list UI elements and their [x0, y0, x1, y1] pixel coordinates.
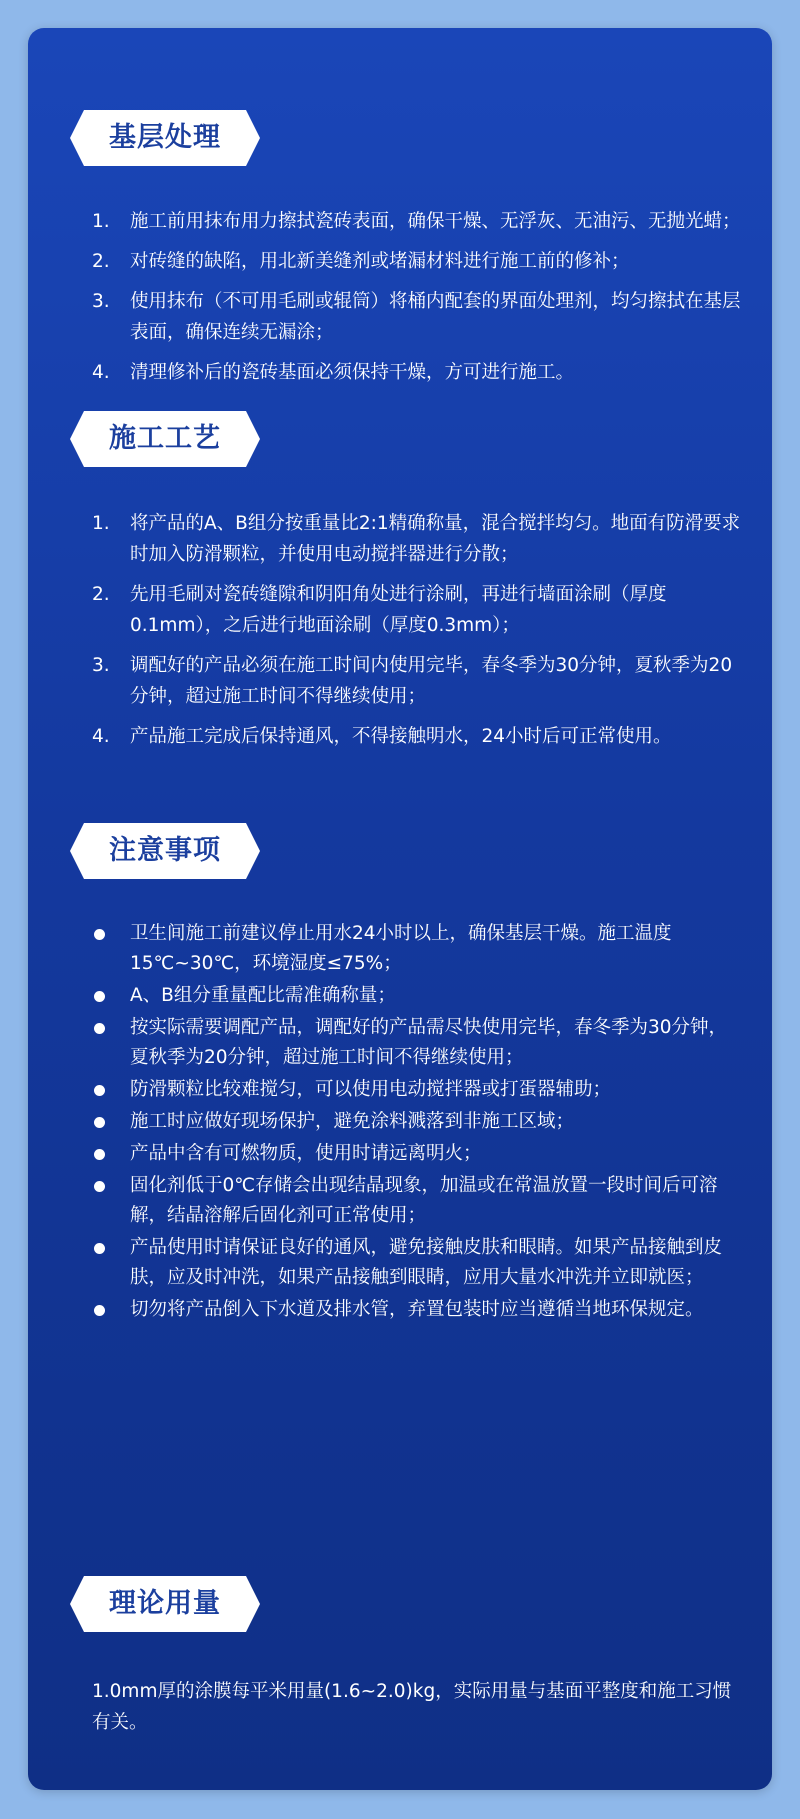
list-item-text: 产品中含有可燃物质，使用时请远离明火；: [130, 1143, 482, 1164]
list-item: [92, 246, 742, 277]
list-item: [92, 1139, 742, 1169]
section-title: 施工工艺: [109, 423, 221, 454]
list-number: 3.: [92, 655, 110, 676]
list-item: [92, 206, 742, 237]
section-title-badge: [70, 110, 260, 166]
bullet-dot: [94, 1305, 105, 1316]
list-item-text: 使用抹布（不可用毛刷或辊筒）将桶内配套的界面处理剂，均匀擦拭在基层表面，确保连续无漏涂；: [130, 291, 741, 343]
list-item-text: 调配好的产品必须在施工时间内使用完毕，春冬季为30分钟，夏秋季为20分钟，超过施工时间不得继续使用；: [130, 655, 733, 707]
list-item: [92, 1295, 742, 1325]
list-item-text: 产品使用时请保证良好的通风，避免接触皮肤和眼睛。如果产品接触到皮肤，应及时冲洗，如果产品接触到眼睛，应用大量水冲洗并立即就医；: [130, 1237, 723, 1288]
bullet-list: [92, 919, 742, 1325]
list-number: 1.: [92, 513, 110, 534]
section-title: 基层处理: [109, 122, 221, 153]
list-number: 4.: [92, 726, 110, 747]
numbered-list: [92, 508, 742, 752]
list-item-text: 清理修补后的瓷砖基面必须保持干燥，方可进行施工。: [130, 362, 575, 383]
list-item-text: 切勿将产品倒入下水道及排水管，弃置包装时应当遵循当地环保规定。: [130, 1299, 704, 1320]
list-item-text: A、B组分重量配比需准确称量；: [130, 985, 396, 1006]
list-number: 4.: [92, 362, 110, 383]
section-title: 注意事项: [109, 835, 221, 866]
section-title-badge: [70, 823, 260, 879]
list-item-text: 产品施工完成后保持通风，不得接触明水，24小时后可正常使用。: [130, 726, 672, 747]
bullet-dot: [94, 1243, 105, 1254]
list-item: [92, 981, 742, 1011]
list-item: [92, 1171, 742, 1231]
content-card: [28, 28, 772, 1790]
list-number: 3.: [92, 291, 110, 312]
list-item-text: 按实际需要调配产品，调配好的产品需尽快使用完毕，春冬季为30分钟，夏秋季为20分钟，超过施工时间不得继续使用；: [130, 1017, 728, 1068]
section-title-badge: [70, 1576, 260, 1632]
list-item: [92, 650, 742, 712]
list-item-text: 将产品的A、B组分按重量比2:1精确称量，混合搅拌均匀。地面有防滑要求时加入防滑颗粒，并使用电动搅拌器进行分散；: [130, 513, 741, 565]
consumption-text: 1.0mm厚的涂膜每平米用量(1.6~2.0)kg，实际用量与基面平整度和施工习惯有关。: [92, 1681, 732, 1733]
list-item-text: 卫生间施工前建议停止用水24小时以上，确保基层干燥。施工温度15℃~30℃，环境湿度≤75%；: [130, 923, 672, 974]
list-item: [92, 919, 742, 979]
bullet-dot: [94, 1023, 105, 1034]
list-item: [92, 357, 742, 388]
bullet-dot: [94, 1117, 105, 1128]
list-number: 2.: [92, 584, 110, 605]
numbered-list: [92, 206, 742, 388]
list-number: 1.: [92, 211, 110, 232]
section-title: 理论用量: [109, 1588, 221, 1619]
list-item-text: 固化剂低于0℃存储会出现结晶现象，加温或在常温放置一段时间后可溶解，结晶溶解后固化剂可正常使用；: [130, 1175, 718, 1226]
list-item: [92, 721, 742, 752]
list-item-text: 施工时应做好现场保护，避免涂料溅落到非施工区域；: [130, 1111, 575, 1132]
section-title-badge: [70, 411, 260, 467]
bullet-dot: [94, 1085, 105, 1096]
list-item: [92, 579, 742, 641]
list-item-text: 施工前用抹布用力擦拭瓷砖表面，确保干燥、无浮灰、无油污、无抛光蜡；: [130, 211, 741, 232]
list-number: 2.: [92, 251, 110, 272]
list-item-text: 防滑颗粒比较难搅匀，可以使用电动搅拌器或打蛋器辅助；: [130, 1079, 612, 1100]
list-item: [92, 1013, 742, 1073]
list-item: [92, 286, 742, 348]
list-item-text: 先用毛刷对瓷砖缝隙和阴阳角处进行涂刷，再进行墙面涂刷（厚度0.1mm），之后进行地面涂刷（厚度0.3mm）；: [130, 584, 667, 636]
bullet-dot: [94, 1149, 105, 1160]
bullet-dot: [94, 929, 105, 940]
list-item: [92, 1107, 742, 1137]
list-item: [92, 1233, 742, 1293]
bullet-dot: [94, 991, 105, 1002]
bullet-dot: [94, 1181, 105, 1192]
list-item: [92, 1075, 742, 1105]
list-item: [92, 508, 742, 570]
list-item-text: 对砖缝的缺陷，用北新美缝剂或堵漏材料进行施工前的修补；: [130, 251, 630, 272]
